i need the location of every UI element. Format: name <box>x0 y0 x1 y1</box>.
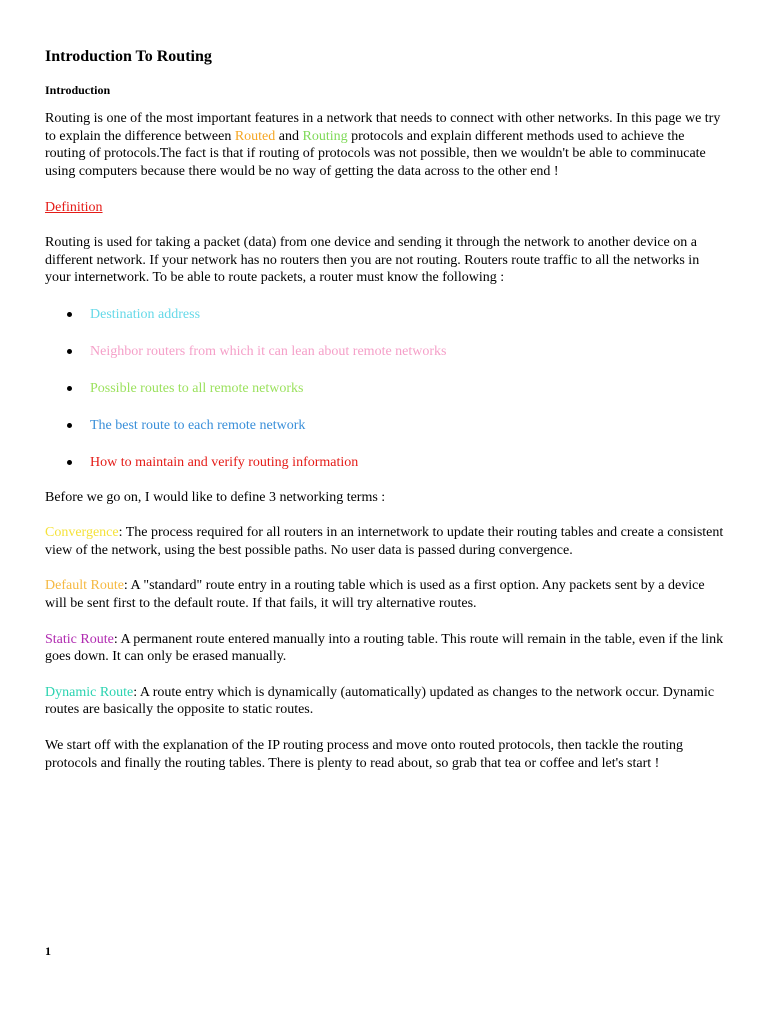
term-dynamic-route <box>45 684 725 719</box>
page-number: 1 <box>45 944 51 958</box>
term-description: : The process required for all routers in an internetwork to update their routing tables and create a consistent view of the network, using the best possible paths. No user data is passed during convergence. <box>45 525 724 558</box>
bullet-icon <box>67 312 72 317</box>
intro-and: and <box>275 128 303 144</box>
routed-term: Routed <box>234 128 276 144</box>
definition-heading: Definition <box>45 200 103 216</box>
bullet-icon <box>67 423 72 428</box>
term-description: : A route entry which is dynamically (automatically) updated as changes to the network occur. Dynamic routes are basically the opposite to static routes. <box>45 684 715 718</box>
routing-term: Routing <box>302 128 348 144</box>
definition-paragraph: Routing is used for taking a packet (data) from one device and sending it through the network to another device on a different network. If your network has no routers then you are not routing. Routers route traffic to all the networks in your internetwork. To be able to route packets, a router must know the following : <box>45 234 700 286</box>
list-item <box>45 343 725 361</box>
bullet-icon <box>67 386 72 391</box>
bullet-icon <box>67 460 72 465</box>
terms-intro-paragraph: Before we go on, I would like to define 3 networking terms : <box>45 489 386 505</box>
term-default-route <box>45 577 725 612</box>
term-description: : A "standard" route entry in a routing table which is used as a first option. Any packets sent by a device will be sent first to the default route. If that fails, it will try alternative routes. <box>45 578 705 612</box>
term-label: Static Route <box>45 631 114 647</box>
term-convergence <box>45 524 725 559</box>
intro-text-2: protocols and explain different methods used to achieve the routing of protocols.The fact is that if routing of protocols was not possible, then we wouldn't be able to comminucate using computers because there would be no way of getting the data across to the other end ! <box>45 128 706 179</box>
intro-paragraph <box>45 110 725 180</box>
list-item-text: Possible routes to all remote networks <box>90 380 304 396</box>
document-page <box>45 45 725 772</box>
list-item <box>45 380 725 398</box>
requirements-list <box>45 306 725 472</box>
term-description: : A permanent route entered manually into a routing table. This route will remain in the table, even if the link goes down. It can only be erased manually. <box>45 631 724 665</box>
list-item-text: Neighbor routers from which it can lean about remote networks <box>90 343 447 359</box>
section-subtitle: Introduction <box>45 83 111 97</box>
term-label: Dynamic Route <box>45 684 134 700</box>
list-item <box>45 454 725 472</box>
list-item <box>45 306 725 324</box>
list-item-text: Destination address <box>90 306 201 322</box>
term-label: Convergence <box>45 525 119 541</box>
page-title: Introduction To Routing <box>45 48 212 65</box>
term-static-route <box>45 631 725 666</box>
list-item-text: The best route to each remote network <box>90 417 306 433</box>
intro-text-1: Routing is one of the most important features in a network that needs to connect with other networks. In this page we try to explain the difference between <box>45 111 721 144</box>
list-item-text: How to maintain and verify routing information <box>90 454 359 470</box>
list-item <box>45 417 725 435</box>
term-label: Default Route <box>45 578 124 594</box>
bullet-icon <box>67 349 72 354</box>
closing-paragraph: We start off with the explanation of the IP routing process and move onto routed protocols, then tackle the routing protocols and finally the routing tables. There is plenty to read about, so grab that tea or coffee and let's start ! <box>45 738 684 771</box>
